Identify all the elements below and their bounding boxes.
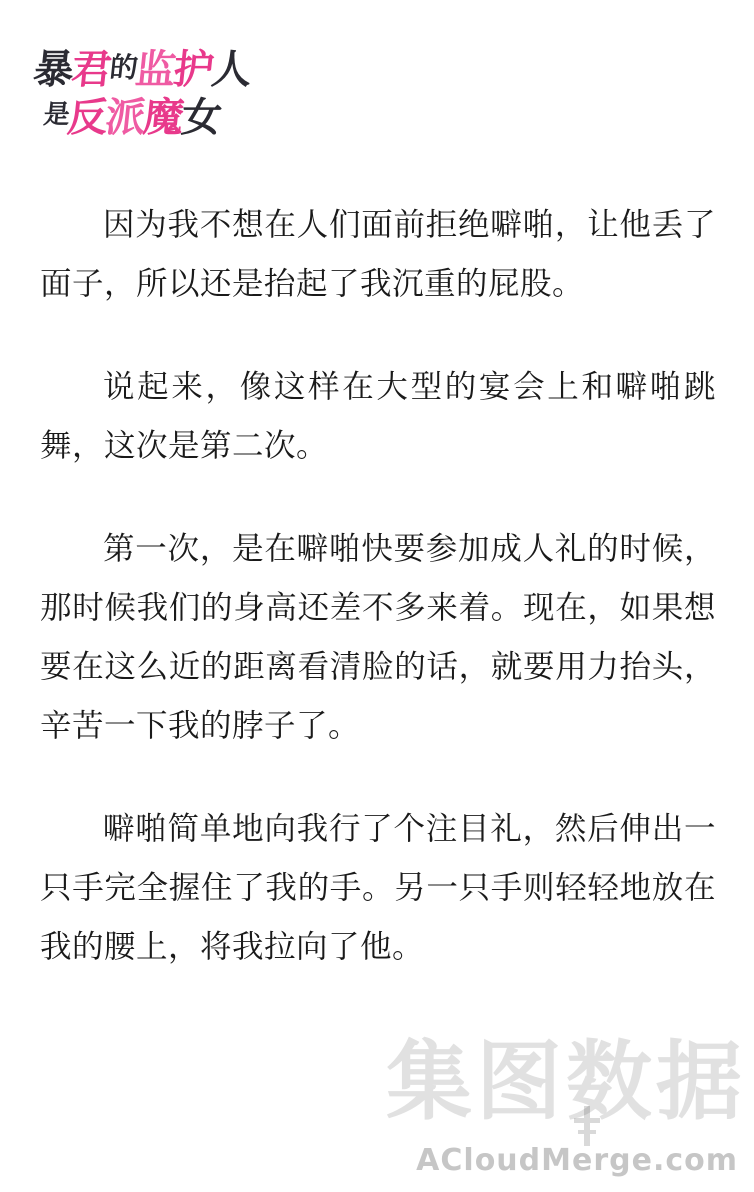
watermark-english: ACloudMerge.com <box>416 1143 738 1178</box>
paragraph: 第一次，是在噼啪快要参加成人礼的时候，那时候我们的身高还差不多来着。现在，如果想要在这么近的距离看清脸的话，就要用力抬头，辛苦一下我的脖子了。 <box>40 531 716 744</box>
paragraph: 说起来，像这样在大型的宴会上和噼啪跳舞，这次是第二次。 <box>40 369 716 464</box>
series-title-line-1: 暴君的监护人 <box>31 47 253 93</box>
paragraph: 噼啪简单地向我行了个注目礼，然后伸出一只手完全握住了我的手。另一只手则轻轻地放在我的腰上，将我拉向了他。 <box>40 811 716 965</box>
paragraph: 因为我不想在人们面前拒绝噼啪，让他丢了面子，所以还是抬起了我沉重的屁股。 <box>40 207 716 302</box>
watermark-logo-icon <box>570 1104 604 1148</box>
page-body <box>40 196 716 977</box>
series-title-logo <box>31 34 294 144</box>
watermark-chinese: 集图数据 <box>386 1032 746 1132</box>
series-title-line-2: 是反派魔女 <box>42 95 223 141</box>
